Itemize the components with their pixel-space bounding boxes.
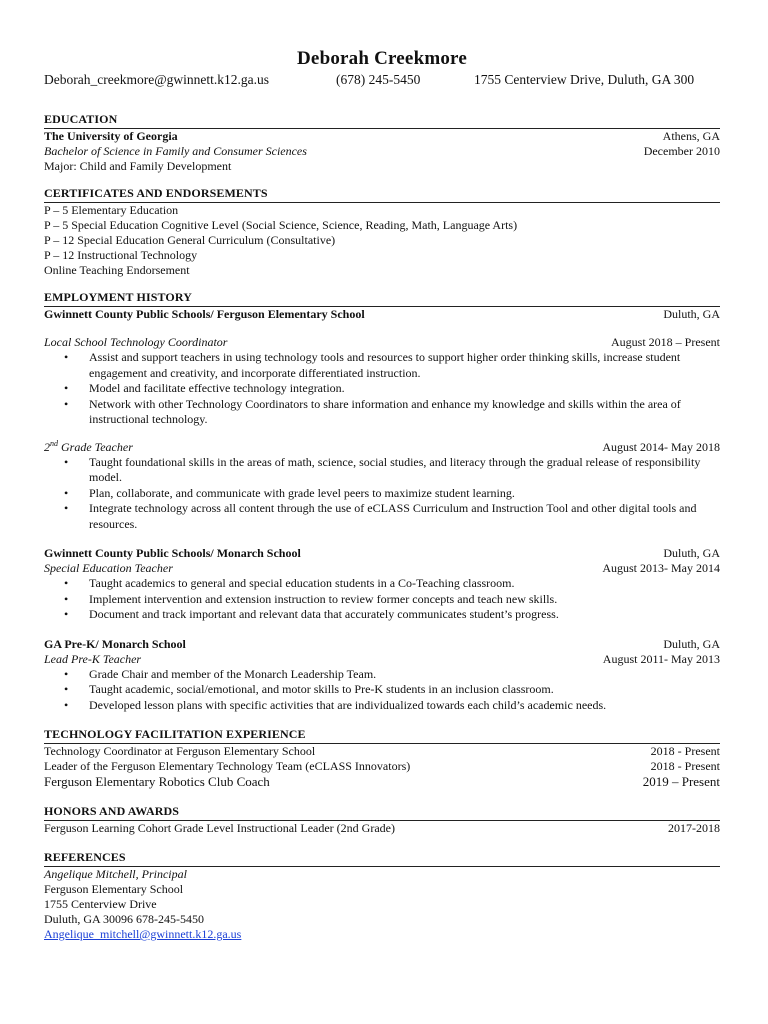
section-heading: EMPLOYMENT HISTORY	[44, 290, 720, 307]
job-title: Local School Technology Coordinator	[44, 335, 228, 349]
duty-item: • Integrate technology across all content through the use of eCLASS Curriculum and Instruction Tool and other digital tools and resources.	[89, 501, 720, 532]
duty-item: • Implement intervention and extension instruction to review former concepts and teach new skills.	[89, 592, 720, 608]
contact-line	[44, 72, 720, 92]
section-heading: HONORS AND AWARDS	[44, 804, 720, 821]
tech-role: Technology Coordinator at Ferguson Elementary School	[44, 744, 316, 758]
duty-item: • Developed lesson plans with specific activities that are individualized towards each child’s academic needs.	[89, 698, 720, 714]
contact-address: 1755 Centerview Drive, Duluth, GA 300	[474, 72, 695, 87]
duty-item: • Document and track important and relevant data that accurately communicates student’s progress.	[89, 607, 720, 623]
references-section	[44, 850, 720, 942]
school-name: The University of Georgia	[44, 129, 178, 143]
degree-date: December 2010	[643, 144, 720, 158]
tech-date: 2018 - Present	[650, 744, 720, 758]
duty-item: • Taught foundational skills in the areas of math, science, social studies, and literacy through the gradual release of responsibility model.	[89, 455, 720, 486]
duty-item: • Taught academics to general and special education students in a Co-Teaching classroom.	[89, 576, 720, 592]
reference-school: Ferguson Elementary School	[44, 882, 184, 896]
degree: Bachelor of Science in Family and Consumer Sciences	[44, 144, 307, 158]
technology-section	[44, 727, 720, 790]
job-dates: August 2011- May 2013	[602, 651, 720, 666]
contact-phone: (678) 245-5450	[336, 72, 421, 87]
duty-item: • Taught academic, social/emotional, and motor skills to Pre-K students in an inclusion classroom.	[89, 682, 720, 698]
duty-item: • Plan, collaborate, and communicate with grade level peers to maximize student learning.	[89, 486, 720, 502]
section-heading: EDUCATION	[44, 112, 720, 129]
education-section	[44, 112, 720, 174]
employer-name: Gwinnett County Public Schools/ Monarch School	[44, 546, 301, 560]
job-title: 2nd Grade Teacher	[44, 438, 133, 454]
tech-date: 2018 - Present	[650, 759, 720, 773]
certificate-item: Online Teaching Endorsement	[44, 263, 190, 277]
resume-name: Deborah Creekmore	[297, 48, 467, 69]
duties-list	[44, 350, 720, 428]
duties-list	[44, 455, 720, 533]
duties-list	[44, 667, 720, 714]
reference-street: 1755 Centerview Drive	[44, 897, 157, 911]
employer-location: Duluth, GA	[663, 307, 720, 321]
tech-role: Ferguson Elementary Robotics Club Coach	[44, 774, 270, 789]
reference-email-link[interactable]: Angelique_mitchell@gwinnett.k12.ga.us	[44, 927, 242, 941]
honors-section	[44, 804, 720, 836]
employer-location: Duluth, GA	[663, 636, 720, 651]
contact-email: Deborah_creekmore@gwinnett.k12.ga.us	[44, 72, 269, 87]
job-dates: August 2014- May 2018	[602, 439, 720, 454]
reference-name: Angelique Mitchell, Principal	[44, 867, 187, 881]
section-heading: CERTIFICATES AND ENDORSEMENTS	[44, 186, 720, 203]
duty-item: • Model and facilitate effective technology integration.	[89, 381, 720, 397]
tech-role: Leader of the Ferguson Elementary Technology Team (eCLASS Innovators)	[44, 759, 411, 773]
employer-name: GA Pre-K/ Monarch School	[44, 636, 186, 651]
duty-item: • Grade Chair and member of the Monarch Leadership Team.	[89, 667, 720, 683]
major: Major: Child and Family Development	[44, 159, 232, 173]
school-location: Athens, GA	[662, 129, 720, 143]
job-dates: August 2013- May 2014	[602, 561, 720, 575]
resume-page	[44, 0, 720, 942]
reference-city-phone: Duluth, GA 30096 678-245-5450	[44, 912, 204, 926]
honor-label: Ferguson Learning Cohort Grade Level Instructional Leader (2nd Grade)	[44, 821, 395, 835]
job-title: Special Education Teacher	[44, 561, 173, 575]
duties-list	[44, 576, 720, 623]
section-heading: TECHNOLOGY FACILITATION EXPERIENCE	[44, 727, 720, 744]
employer-name: Gwinnett County Public Schools/ Ferguson Elementary School	[44, 307, 365, 321]
duty-item: • Assist and support teachers in using technology tools and resources to support higher order thinking skills, increase student engagement and creativity, and incorporate differentiated instruction.	[89, 350, 720, 381]
employment-section	[44, 290, 720, 713]
job-dates: August 2018 – Present	[611, 335, 720, 349]
duty-item: • Network with other Technology Coordinators to share information and enhance my knowledge and skills within the area of instructional technology.	[89, 397, 720, 428]
certificate-item: P – 12 Special Education General Curriculum (Consultative)	[44, 233, 336, 247]
certificate-item: P – 12 Instructional Technology	[44, 248, 198, 262]
honor-date: 2017-2018	[668, 821, 720, 835]
section-heading: REFERENCES	[44, 850, 720, 867]
employer-location: Duluth, GA	[663, 546, 720, 560]
certificate-item: P – 5 Elementary Education	[44, 203, 179, 217]
tech-date: 2019 – Present	[642, 774, 720, 789]
certificates-section	[44, 186, 720, 278]
job-title: Lead Pre-K Teacher	[44, 651, 142, 666]
certificate-item: P – 5 Special Education Cognitive Level (Social Science, Science, Reading, Math, Language Arts)	[44, 218, 518, 232]
